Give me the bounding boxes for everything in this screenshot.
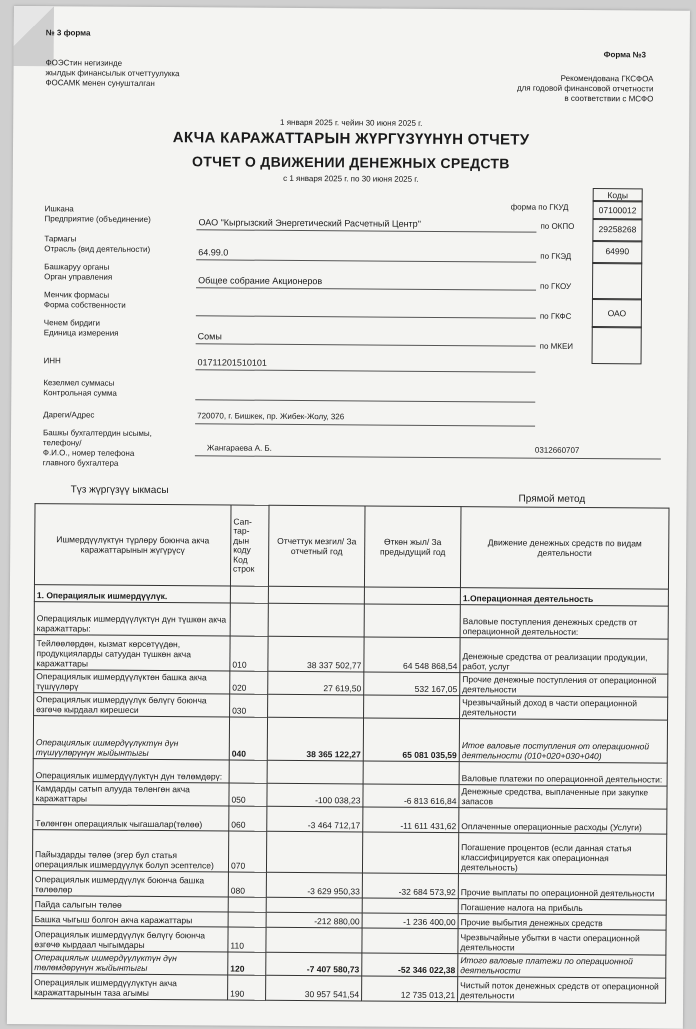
- col-header-activity-kg: Ишмердүүлүктүн түрлөру боюнча акча каражаттарынын жүгүрүсү: [34, 504, 231, 586]
- divider: [196, 343, 536, 346]
- row-label-kg: Башка чыгыш болгон акча каражаттары: [32, 911, 228, 927]
- title-ru: ОТЧЕТ О ДВИЖЕНИИ ДЕНЕЖНЫХ СРЕДСТВ: [192, 153, 510, 172]
- label-line: Ишкана: [44, 204, 74, 214]
- period-ru: с 1 января 2025 г. по 30 июня 2025 г.: [283, 173, 419, 184]
- mkei-label: по МКЕИ: [539, 341, 574, 351]
- left-note: [45, 58, 179, 89]
- row-label-ru: Прочие денежные поступления от операционной деятельности: [460, 673, 668, 697]
- row-previous-value: 12 735 013,21: [362, 976, 458, 1002]
- label-line: Тармагы: [44, 234, 77, 244]
- row-label-ru: Погашение процентов (если данная статья классифицируется как операционная деятельность): [458, 833, 666, 875]
- row-current-value: [268, 586, 364, 604]
- label-line: Форма собственности: [43, 300, 126, 310]
- inn-value: 01711201510101: [197, 357, 267, 368]
- table-row: [32, 974, 666, 1003]
- row-label-kg: Операциялык ишмердүүлүктөн башка акча түшүүлөрү: [34, 670, 230, 694]
- title-kg: АКЧА КАРАЖАТТАРЫН ЖҮРГҮЗҮҮНҮН ОТЧЕТУ: [172, 129, 530, 149]
- row-current-value: -212 880,00: [266, 912, 362, 928]
- row-previous-value: -52 346 022,38: [362, 953, 458, 977]
- form-number-right: Форма №3: [603, 50, 647, 60]
- row-current-value: [266, 831, 362, 873]
- gkud-code: 07100012: [593, 200, 643, 220]
- gkfs-label: по ГКФС: [539, 311, 572, 321]
- label-line: Ченем бирдиги: [43, 318, 101, 328]
- row-code: 050: [229, 783, 267, 806]
- divider: [195, 423, 535, 426]
- field-label-enterprise: [44, 204, 150, 225]
- left-note-line: жылдык финансылык отчеттуулукка: [45, 68, 180, 79]
- row-label-kg: Операциялык ишмердүүлүктүн дүн төлөмдөрүнүн жыйынтыгы: [32, 951, 228, 975]
- code-header-line: коду: [233, 544, 251, 555]
- table-row: [33, 716, 667, 763]
- accountant-phone: 0312660707: [534, 445, 580, 455]
- row-label-ru: Погашение налога на прибыль: [458, 899, 666, 915]
- row-current-value: 27 619,50: [268, 671, 364, 695]
- right-note-line: Рекомендована ГКСФОА: [560, 73, 654, 84]
- row-label-kg: Операциялык ишмердүүлүктүн акча каражаттарынын таза агымы: [32, 974, 228, 1000]
- field-label-industry: [44, 234, 150, 255]
- row-code: 030: [230, 694, 268, 717]
- gkfs-code: ОАО: [592, 298, 642, 328]
- row-previous-value: [362, 832, 458, 874]
- code-header-line: тар-: [233, 525, 250, 536]
- gkud-label: форма по ГКУД: [510, 202, 569, 212]
- row-code: 020: [230, 671, 268, 694]
- row-label-kg: Пайыздарды төлөө (эгер бул статья операциялык ишмердүүлүк болуп эсептелсе): [32, 830, 228, 872]
- row-current-value: -100 038,23: [267, 783, 363, 807]
- okpo-label: по ОКПО: [540, 221, 575, 231]
- label-line: Башкы бухгалтердин ысымы,: [42, 428, 152, 438]
- row-label-kg: 1. Операциялык ишмердүүлүк.: [34, 585, 230, 603]
- row-current-value: [268, 694, 364, 718]
- method-ru: Прямой метод: [518, 493, 586, 505]
- row-label-ru: 1.Операционная деятельность: [460, 588, 668, 606]
- row-label-ru: Денежные средства, выплаченные при закупке запасов: [459, 785, 667, 809]
- field-label-ownership: [44, 290, 126, 311]
- divider: [195, 399, 535, 402]
- col-header-activity-ru: Движение денежных средств по видам деятельности: [460, 507, 669, 589]
- inn-label: ИНН: [43, 356, 61, 366]
- row-label-kg: Операциялык ишмердүүлүктүн дүн түшүүлөрүнүн жыйынтыгы: [33, 716, 229, 760]
- table-header-row: [34, 504, 669, 589]
- row-label-ru: Итого валовые платежи по операционной деятельности: [458, 954, 666, 978]
- row-label-kg: Операциялык ишмердүүлүктүн дүн түшкөн акча каражаттары:: [34, 602, 230, 636]
- row-code: 040: [229, 717, 267, 760]
- field-label-unit: [44, 318, 119, 339]
- row-label-kg: Тейлөөлөрдөн, кызмат көрсөтүүдөн, продукцияларды сатуудан түшкөн акча каражаттары: [34, 635, 230, 671]
- row-code: [228, 897, 266, 912]
- row-label-kg: Пайда салыгын төлөө: [32, 896, 228, 912]
- row-label-ru: Чрезвычайный доход в части операционной деятельности: [460, 696, 668, 720]
- row-label-kg: Операциялык ишмердүүлүк бөлүгү боюнча өзгөчө кырдаал кирешеси: [34, 693, 230, 717]
- row-previous-value: -32 684 573,92: [362, 873, 458, 899]
- row-current-value: 30 957 541,54: [266, 975, 362, 1001]
- row-previous-value: -1 236 400,00: [362, 913, 458, 929]
- row-previous-value: 64 548 868,54: [364, 637, 460, 673]
- row-label-ru: Чистый поток денежных средств от операционной деятельности: [458, 977, 666, 1003]
- row-label-kg: Төлөнгөн операциялык чыгашалар(төлөө): [33, 805, 229, 831]
- address-value: 720070, г. Бишкек, пр. Жибек-Жолу, 326: [197, 411, 345, 422]
- code-header-line: дын: [233, 535, 250, 546]
- row-code: 110: [228, 927, 266, 952]
- row-current-value: [267, 760, 363, 784]
- label-line: Отрасль (вид деятельности): [44, 244, 151, 254]
- row-code: [230, 603, 268, 636]
- row-previous-value: [362, 928, 458, 954]
- label-line: Орган управления: [44, 272, 113, 282]
- row-current-value: 38 337 502,77: [268, 636, 364, 672]
- management-value: Общее собрание Акционеров: [198, 275, 323, 287]
- row-code: 010: [230, 636, 268, 671]
- divider: [196, 259, 536, 262]
- control-sum-label: [43, 378, 117, 399]
- row-label-ru: Прочие выплаты по операционной деятельности: [458, 874, 666, 900]
- row-label-ru: Валовые платежи по операционной деятельности:: [459, 762, 667, 786]
- col-header-previous: Өткөн жыл/ За предыдущий год: [364, 506, 461, 588]
- code-header-line: строк: [233, 563, 255, 574]
- row-current-value: -3 464 712,17: [267, 806, 363, 832]
- row-current-value: [268, 603, 364, 637]
- col-header-current: Отчеттук мезгил/ За отчетный год: [268, 505, 365, 587]
- code-header-line: Сап-: [233, 516, 252, 527]
- left-note-line: ФОСАМК менен сунушталган: [45, 78, 155, 88]
- label-line: Ф.И.О., номер телефона: [42, 448, 135, 458]
- industry-value: 64.99.0: [198, 247, 229, 258]
- label-line: Башкаруу органы: [44, 262, 110, 272]
- row-label-ru: Итое валовые поступления от операционной деятельности (010+020+030+040): [459, 719, 667, 763]
- field-label-management: [44, 262, 112, 282]
- enterprise-value: ОАО "Кыргызский Энергетический Расчетный Центр": [198, 217, 421, 229]
- row-previous-value: [364, 695, 460, 719]
- table-row: [34, 635, 668, 674]
- form-number-left: № 3 форма: [45, 28, 91, 38]
- period-kg: 1 января 2025 г. чейин 30 июня 2025 г.: [280, 117, 423, 128]
- divider: [195, 455, 661, 459]
- row-label-kg: Операциялык ишмердүүлүк боюнча башка төлөөлөр: [32, 871, 228, 897]
- left-note-line: ФОЭСтин негизинде: [45, 58, 123, 68]
- label-line: Менчик формасы: [43, 290, 110, 300]
- label-line: Кезелмел суммасы: [43, 378, 115, 388]
- row-previous-value: 65 081 035,59: [363, 718, 459, 762]
- accountant-label: [43, 428, 152, 469]
- gked-label: по ГКЭД: [540, 251, 572, 261]
- table-row: [32, 830, 666, 875]
- row-code: 080: [228, 872, 266, 897]
- label-line: Единица измерения: [43, 328, 119, 338]
- row-code: 120: [228, 952, 266, 975]
- method-kg: Түз жүргүзүү ыкмасы: [70, 484, 169, 497]
- address-label: Дареги/Адрес: [43, 410, 95, 420]
- row-label-ru: Прочие выбытия денежных средств: [458, 914, 666, 930]
- row-label-ru: Денежные средства от реализации продукции, работ, услуг: [460, 638, 668, 674]
- codes-header: Коды: [593, 188, 643, 202]
- row-code: [229, 760, 267, 783]
- row-previous-value: -11 611 431,62: [363, 807, 459, 833]
- mkei-code: [592, 326, 642, 364]
- row-code: 070: [228, 831, 266, 872]
- gkou-code: [592, 262, 642, 300]
- gked-code: 64990: [592, 240, 642, 264]
- gkou-label: по ГКОУ: [540, 281, 572, 291]
- row-code: [228, 912, 266, 927]
- row-label-ru: Оплаченные операционные расходы (Услуги): [459, 808, 667, 834]
- row-label-kg: Операциялык ишмердүүлүктүн дүн төлөмдөрү:: [33, 759, 229, 783]
- unit-value: Сомы: [197, 331, 222, 342]
- row-previous-value: [362, 898, 458, 914]
- divider: [196, 229, 536, 232]
- row-previous-value: [364, 604, 460, 638]
- col-header-code: [230, 505, 269, 586]
- row-code: [230, 586, 268, 603]
- row-label-ru: Валовые поступления денежных средств от операционной деятельности:: [460, 605, 668, 639]
- row-code: 060: [229, 806, 267, 831]
- table-body: [32, 585, 669, 1003]
- row-label-kg: Операциялык ишмердүүлүк бөлүгү боюнча өзгөчө кырдаал чыгымдары: [32, 926, 228, 952]
- row-current-value: 38 365 122,27: [267, 717, 363, 761]
- document-page: [7, 6, 690, 1029]
- accountant-name: Жангараева А. Б.: [206, 443, 272, 453]
- row-label-kg: Камдарды сатып алууда төлөнгөн акча каражаттары: [33, 782, 229, 806]
- row-label-ru: Чрезвычайные убытки в части операционной деятельности: [458, 929, 666, 955]
- divider: [196, 315, 536, 318]
- row-previous-value: [364, 587, 460, 605]
- right-note-line: в соответствии с МСФО: [564, 93, 654, 104]
- okpo-code: 29258268: [592, 218, 642, 242]
- label-line: главного бухгалтера: [42, 458, 119, 468]
- divider: [195, 369, 535, 372]
- divider: [196, 287, 536, 290]
- row-current-value: -7 407 580,73: [266, 952, 362, 976]
- row-current-value: [266, 897, 362, 913]
- row-current-value: [266, 927, 362, 953]
- row-previous-value: 532 167,05: [364, 672, 460, 696]
- right-note-line: для годовой финансовой отчетности: [516, 83, 654, 94]
- table-row: [34, 602, 668, 639]
- right-note: [483, 73, 653, 104]
- row-code: 190: [228, 975, 266, 1000]
- row-previous-value: -6 813 616,84: [363, 784, 459, 808]
- row-current-value: -3 629 950,33: [266, 872, 362, 898]
- cash-flow-table: [31, 503, 669, 1003]
- row-previous-value: [363, 761, 459, 785]
- label-line: телефону/: [42, 438, 82, 448]
- code-header-line: Код: [233, 554, 248, 565]
- label-line: Предприятие (объединение): [44, 214, 151, 224]
- label-line: Контрольная сумма: [43, 388, 117, 398]
